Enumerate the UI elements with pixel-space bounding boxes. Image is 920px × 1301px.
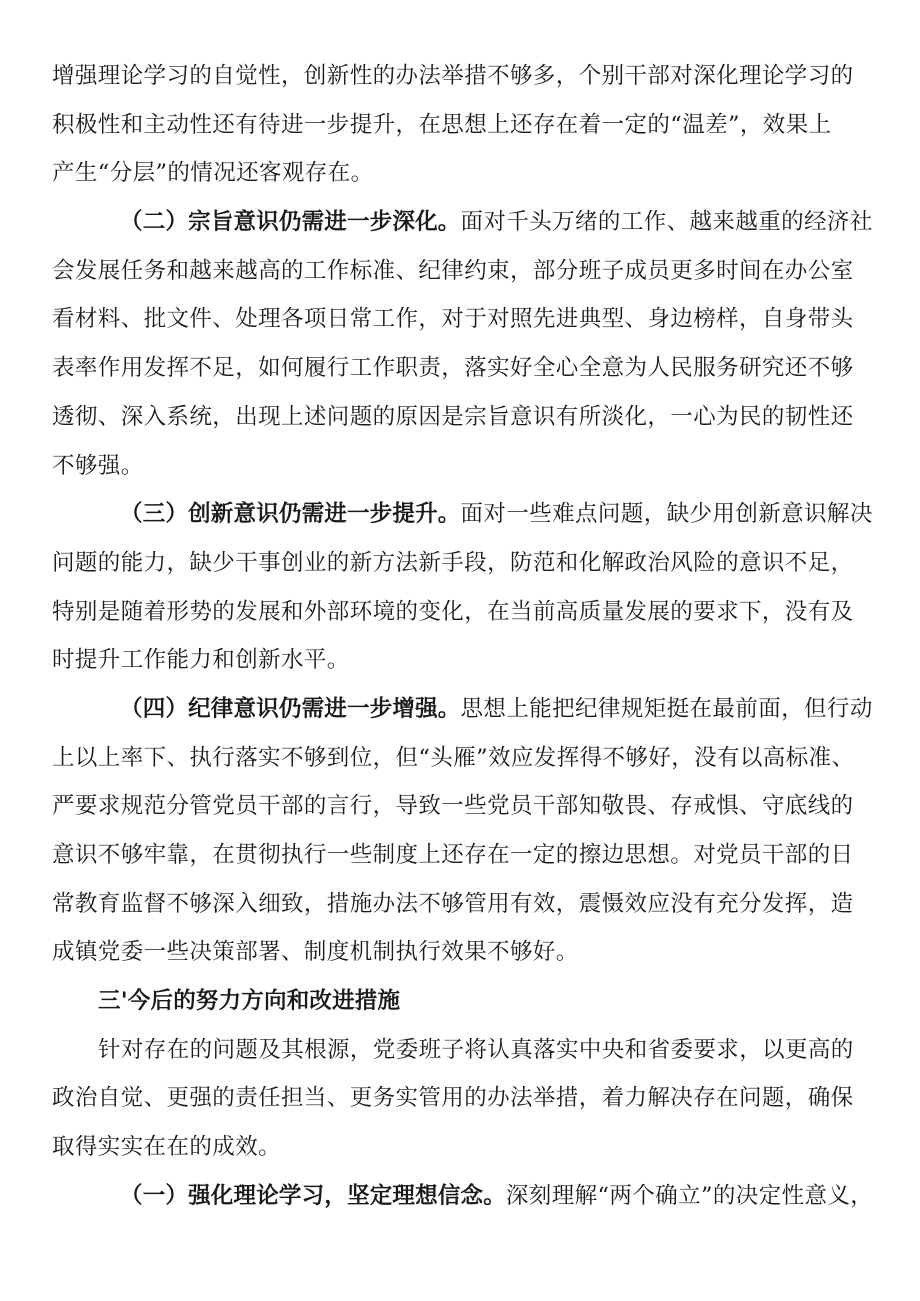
paragraph-line bbox=[52, 734, 874, 783]
paragraph-line bbox=[52, 928, 874, 977]
line-text: 思想上能把纪律规矩挺在最前面，但行动 bbox=[460, 695, 873, 722]
line-text: 深刻理解“两个确立”的决定性意义， bbox=[505, 1182, 874, 1209]
line-text: 常教育监督不够深入细致，措施办法不够管用有效，震慑效应没有充分发挥，造 bbox=[52, 890, 854, 917]
paragraph-line bbox=[52, 782, 874, 831]
document-page bbox=[52, 52, 874, 1221]
line-text: 成镇党委一些决策部署、制度机制执行效果不够好。 bbox=[52, 939, 579, 966]
paragraph-line bbox=[52, 831, 874, 880]
line-text: 增强理论学习的自觉性，创新性的办法举措不够多，个别干部对深化理论学习的 bbox=[52, 63, 854, 89]
paragraph-line bbox=[52, 880, 874, 929]
paragraph-line bbox=[52, 442, 874, 491]
line-text: 上以上率下、执行落实不够到位，但“头雁”效应发挥得不够好，没有以高标准、 bbox=[52, 744, 855, 771]
line-text: 积极性和主动性还有待进一步提升，在思想上还存在着一定的“温差”，效果上 bbox=[52, 111, 832, 138]
section-heading: （三）创新意识仍需进一步提升。 bbox=[120, 501, 461, 528]
paragraph-line bbox=[52, 685, 874, 734]
line-text: 面对千头万绪的工作、越来越重的经济社 bbox=[460, 209, 873, 236]
line-text: 表率作用发挥不足，如何履行工作职责，落实好全心全意为人民服务研究还不够 bbox=[52, 355, 854, 382]
line-text: 看材料、批文件、处理各项日常工作，对于对照先进典型、身边榜样，自身带头 bbox=[52, 306, 854, 333]
paragraph-line bbox=[52, 344, 874, 393]
paragraph-line bbox=[52, 977, 874, 1026]
line-text: 面对一些难点问题，缺少用创新意识解决 bbox=[460, 501, 873, 528]
section-heading: （四）纪律意识仍需进一步增强。 bbox=[120, 695, 461, 722]
paragraph-line bbox=[52, 247, 874, 296]
line-text: 时提升工作能力和创新水平。 bbox=[52, 647, 350, 674]
paragraph-line bbox=[52, 1123, 874, 1172]
paragraph-line bbox=[52, 149, 874, 198]
paragraph-line bbox=[52, 1074, 874, 1123]
line-text: 问题的能力，缺少干事创业的新方法新手段，防范和化解政治风险的意识不足， bbox=[52, 549, 854, 576]
paragraph-line bbox=[52, 101, 874, 150]
line-text: 透彻、深入系统，出现上述问题的原因是宗旨意识有所淡化，一心为民的韧性还 bbox=[52, 403, 854, 430]
line-text: 严要求规范分管党员干部的言行，导致一些党员干部知敬畏、存戒惧、守底线的 bbox=[52, 793, 854, 820]
line-text: 会发展任务和越来越高的工作标准、纪律约束，部分班子成员更多时间在办公室 bbox=[52, 257, 854, 284]
line-text: 意识不够牢靠，在贯彻执行一些制度上还存在一定的擦边思想。对党员干部的日 bbox=[52, 842, 854, 868]
chapter-heading: 三'今后的努力方向和改进措施 bbox=[98, 988, 401, 1015]
paragraph-line bbox=[52, 1026, 874, 1075]
paragraph-line bbox=[52, 52, 874, 101]
line-text: 政治自觉、更强的责任担当、更务实管用的办法举措，着力解决存在问题，确保 bbox=[52, 1085, 854, 1112]
section-heading: （二）宗旨意识仍需进一步深化。 bbox=[120, 209, 461, 236]
paragraph-line bbox=[52, 1172, 874, 1221]
paragraph-line bbox=[52, 539, 874, 588]
paragraph-line bbox=[52, 588, 874, 637]
paragraph-line bbox=[52, 393, 874, 442]
line-text: 产生“分层”的情况还客观存在。 bbox=[52, 160, 374, 187]
paragraph-line bbox=[52, 198, 874, 247]
line-text: 针对存在的问题及其根源，党委班子将认真落实中央和省委要求，以更高的 bbox=[98, 1036, 854, 1063]
paragraph-line bbox=[52, 295, 874, 344]
line-text: 特别是随着形势的发展和外部环境的变化，在当前高质量发展的要求下，没有及 bbox=[52, 598, 854, 625]
line-text: 取得实实在在的成效。 bbox=[52, 1134, 282, 1161]
paragraph-line bbox=[52, 490, 874, 539]
line-text: 不够强。 bbox=[52, 452, 144, 479]
paragraph-line bbox=[52, 636, 874, 685]
section-heading: （一）强化理论学习，坚定理想信念。 bbox=[120, 1182, 506, 1209]
